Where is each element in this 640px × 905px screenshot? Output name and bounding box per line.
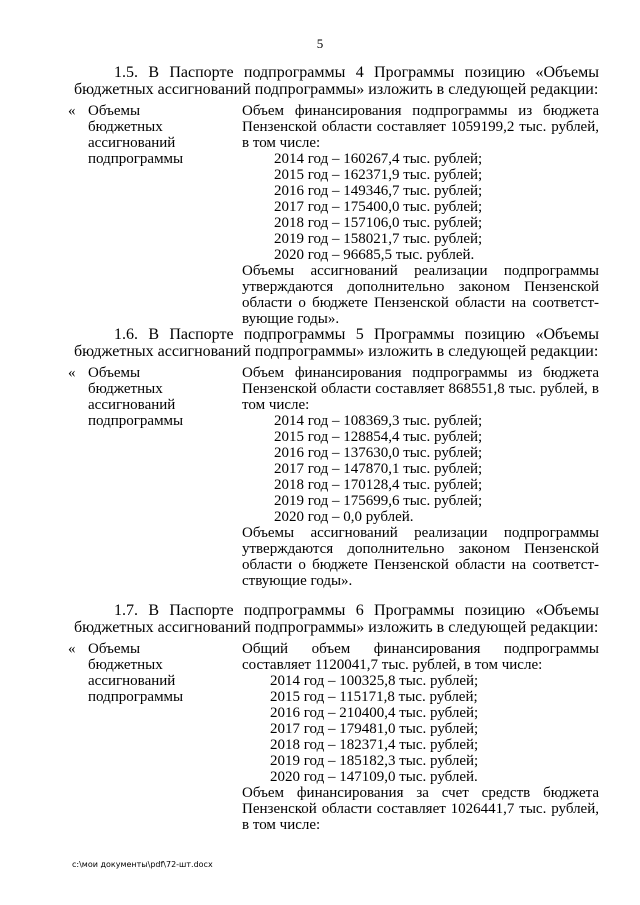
row-label xyxy=(88,365,228,429)
row-label-line: подпрограммы xyxy=(88,413,184,429)
row-label-line: Объемы xyxy=(88,103,141,119)
year-item: 2020 год – 0,0 рублей. xyxy=(274,509,414,525)
row-content xyxy=(242,365,599,589)
year-item: 2018 год – 170128,4 тыс. рублей; xyxy=(274,477,483,493)
year-item: 2016 год – 137630,0 тыс. рублей; xyxy=(274,445,483,461)
year-item: 2020 год – 96685,5 тыс. рублей. xyxy=(274,247,475,263)
year-item: 2017 год – 147870,1 тыс. рублей; xyxy=(274,461,483,477)
row-label xyxy=(88,641,228,705)
row-content xyxy=(242,103,599,327)
row-label-line: подпрограммы xyxy=(88,151,184,167)
closing-text: Объем финансирования за счет средств бюджета Пензенской области составляет 1026441,7 тыс. рублей, в том числе: xyxy=(242,785,599,833)
opening-quote: « xyxy=(68,641,76,657)
row-label-line: бюджетных xyxy=(88,657,163,673)
year-item: 2014 год – 108369,3 тыс. рублей; xyxy=(274,413,483,429)
financing-text: Объем финансирования подпрограммы из бюджета Пензенской области составляет 1059199,2 тыс. рублей, в том числе: xyxy=(242,103,599,151)
year-item: 2020 год – 147109,0 тыс. рублей. xyxy=(270,769,478,785)
year-item: 2014 год – 100325,8 тыс. рублей; xyxy=(270,673,479,689)
row-label-line: ассигнований xyxy=(88,673,176,689)
passport-row xyxy=(68,365,599,589)
page-number: 5 xyxy=(316,36,324,51)
year-item: 2015 год – 115171,8 тыс. рублей; xyxy=(270,689,478,705)
opening-quote: « xyxy=(68,103,76,119)
row-content xyxy=(242,641,599,833)
year-item: 2016 год – 149346,7 тыс. рублей; xyxy=(274,183,483,199)
row-label xyxy=(88,103,228,167)
passport-row xyxy=(68,641,599,833)
year-item: 2019 год – 185182,3 тыс. рублей; xyxy=(270,753,479,769)
year-item: 2018 год – 182371,4 тыс. рублей; xyxy=(270,737,479,753)
year-list xyxy=(242,673,599,785)
year-item: 2017 год – 175400,0 тыс. рублей; xyxy=(274,199,483,215)
year-list xyxy=(242,413,599,525)
row-label-line: Объемы xyxy=(88,365,141,381)
row-label-line: подпрограммы xyxy=(88,689,184,705)
financing-text: Объем финансирования подпрограммы из бюджета Пензенской области составляет 868551,8 тыс. рублей, в том числе: xyxy=(242,365,599,413)
row-label-line: бюджетных xyxy=(88,119,163,135)
year-item: 2018 год – 157106,0 тыс. рублей; xyxy=(274,215,483,231)
passport-row xyxy=(68,103,599,327)
section-1-5 xyxy=(68,64,599,327)
year-list xyxy=(242,151,599,263)
file-path-footer: c:\мои документы\pdf\72-шт.docx xyxy=(72,860,213,869)
year-item: 2017 год – 179481,0 тыс. рублей; xyxy=(270,721,479,737)
year-item: 2019 год – 175699,6 тыс. рублей; xyxy=(274,493,483,509)
section-intro: 1.5. В Паспорте подпрограммы 4 Программы позицию «Объемы бюджетных ассигнований подпрограммы» изложить в следующей редакции: xyxy=(74,64,599,98)
section-intro: 1.6. В Паспорте подпрограммы 5 Программы позицию «Объемы бюджетных ассигнований подпрограммы» изложить в следующей редакции: xyxy=(74,326,599,360)
year-item: 2015 год – 162371,9 тыс. рублей; xyxy=(274,167,483,183)
financing-text: Общий объем финансирования подпрограммы составляет 1120041,7 тыс. рублей, в том числе: xyxy=(242,641,599,673)
row-label-line: ассигнований xyxy=(88,397,176,413)
row-label-line: бюджетных xyxy=(88,381,163,397)
closing-text: Объемы ассигнований реализации подпрограммы утверждаются дополнительно законом Пензенской области о бюджете Пензенской области на соответст-вующие годы». xyxy=(242,263,599,327)
year-item: 2019 год – 158021,7 тыс. рублей; xyxy=(274,231,483,247)
section-intro: 1.7. В Паспорте подпрограммы 6 Программы позицию «Объемы бюджетных ассигнований подпрограммы» изложить в следующей редакции: xyxy=(74,602,599,636)
closing-text: Объемы ассигнований реализации подпрограммы утверждаются дополнительно законом Пензенской области о бюджете Пензенской области на соответст-ствующие годы». xyxy=(242,525,599,589)
year-item: 2015 год – 128854,4 тыс. рублей; xyxy=(274,429,483,445)
opening-quote: « xyxy=(68,365,76,381)
row-label-line: Объемы xyxy=(88,641,141,657)
section-1-7 xyxy=(68,602,599,833)
year-item: 2014 год – 160267,4 тыс. рублей; xyxy=(274,151,483,167)
section-1-6 xyxy=(68,326,599,589)
row-label-line: ассигнований xyxy=(88,135,176,151)
year-item: 2016 год – 210400,4 тыс. рублей; xyxy=(270,705,479,721)
